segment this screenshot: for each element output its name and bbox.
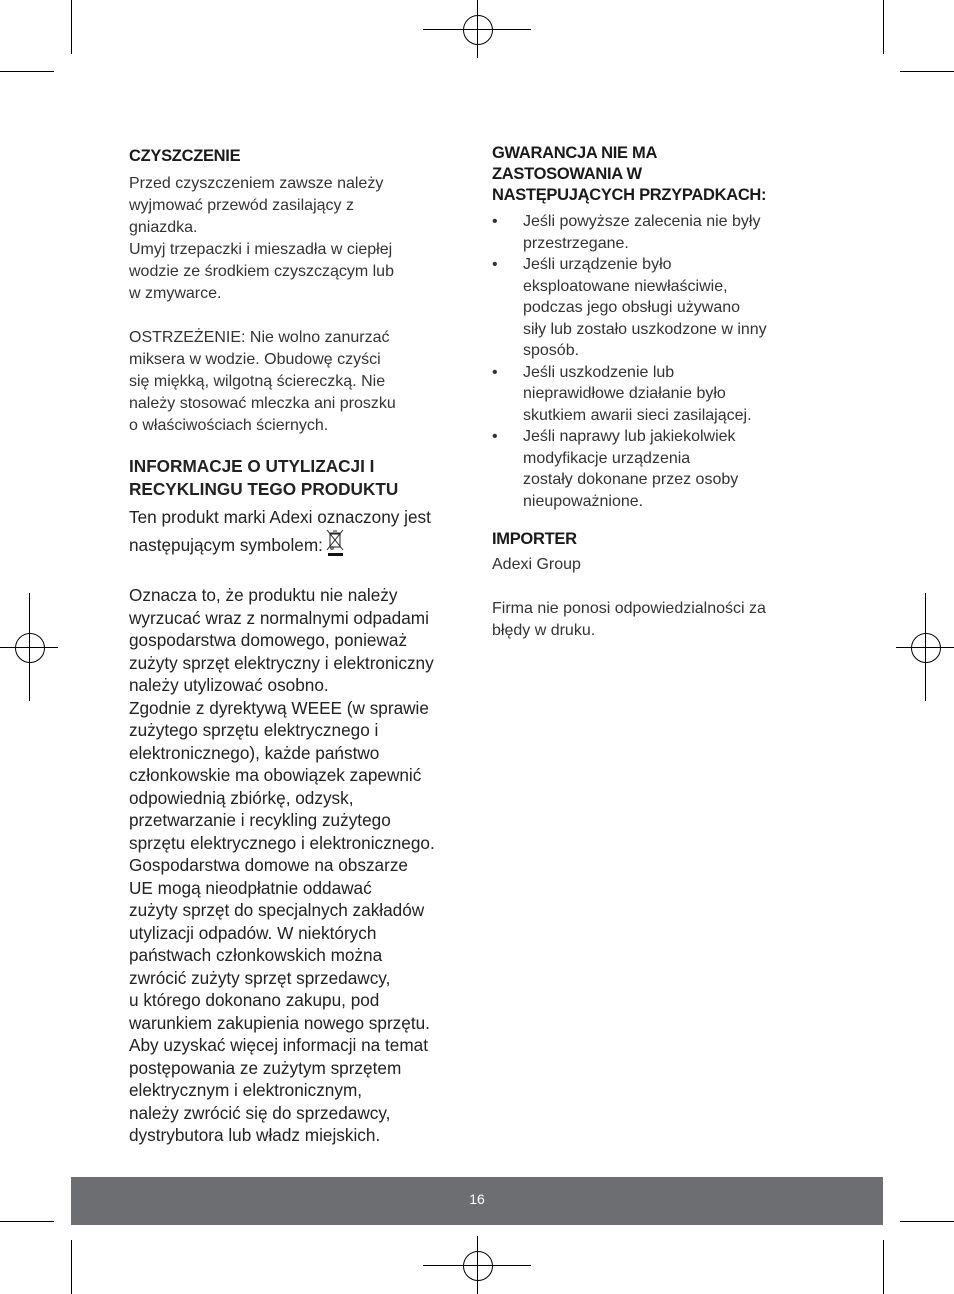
recycling-text: Oznacza to, że produktu nie należy wyrzucać wraz z normalnymi odpadami gospodarstwa domowego, ponieważ zużyty sprzęt elektryczny i elektroniczny należy utylizować osobno. Zgodnie z dyrektywą WEEE (w sprawie zużytego sprzętu elektrycznego i elektronicznego), każde państwo członkowskie ma obowiązek zapewnić odpowiednią zbiórkę, odzysk, przetwarzanie i recykling zużytego sprzętu elektrycznego i elektronicznego. Gospodarstwa domowe na obszarze UE mogą nieodpłatnie oddawać zużyty sprzęt do specjalnych zakładów utylizacji odpadów. W niektórych państwach członkowskich można zwrócić zużyty sprzęt sprzedawcy, u którego dokonano zakupu, pod warunkiem zakupienia nowego sprzętu. Aby uzyskać więcej informacji na temat postępowania ze zużytym sprzętem elektrycznym i elektronicznym, należy zwrócić się do sprzedawcy, dystrybutora lub władz miejskich. [129,585,435,1145]
bullet: • [492,428,498,445]
crop-mark [883,0,884,54]
crop-mark [0,71,54,72]
warning-text: : Nie wolno zanurzać miksera w wodzie. Obudowę czyści się miękką, wilgotną ściereczką. Nie należy stosować mleczka ani proszku o właściwościach ściernych. [129,329,396,434]
left-column [129,146,474,1147]
warranty-list [492,211,822,512]
crop-mark [71,0,72,54]
warranty-heading: GWARANCJA NIE MA ZASTOSOWANIA W NASTĘPUJĄCYCH PRZYPADKACH: [492,144,767,204]
footer-bar [71,1177,883,1225]
importer-heading: IMPORTER [492,530,577,548]
crossed-out-wheelie-bin-icon [326,529,344,563]
importer-name: Adexi Group [492,556,581,573]
list-item: • Jeśli uszkodzenie lub nieprawidłowe działanie było skutkiem awarii sieci zasilającej. [492,363,752,424]
bullet: • [492,363,498,381]
warning-paragraph [129,327,474,437]
recycling-intro [129,506,474,562]
list-item: • Jeśli naprawy lub jakiekolwiek modyfikacje urządzenia zostały dokonane przez osoby nieupoważnione. [492,428,739,510]
bullet: • [492,213,498,230]
list-item: • Jeśli powyższe zalecenia nie były przestrzegane. [492,213,761,252]
list-item: • Jeśli urządzenie było eksploatowane niewłaściwie, podczas jego obsługi używano siły lub zostało uszkodzone w inny sposób. [492,256,767,359]
recycling-intro-text: Ten produkt marki Adexi oznaczony jest następującym symbolem: [129,507,431,555]
right-column [492,143,822,642]
cleaning-text: Przed czyszczeniem zawsze należy wyjmować przewód zasilający z gniazdka. Umyj trzepaczki i mieszadła w ciepłej wodzie ze środkiem czyszczącym lub w zmywarce. [129,175,394,302]
crop-mark [900,71,954,72]
crop-mark [900,1221,954,1222]
page-number: 16 [469,1191,485,1207]
recycling-heading: INFORMACJE O UTYLIZACJI I RECYKLINGU TEGO PRODUKTU [129,456,399,499]
crop-mark [71,1240,72,1294]
crop-mark [0,1221,54,1222]
bullet: • [492,256,498,273]
warning-label: OSTRZEŻENIE [129,329,242,346]
crop-mark [883,1240,884,1294]
print-disclaimer: Firma nie ponosi odpowiedzialności za błędy w druku. [492,600,766,639]
cleaning-heading: CZYSZCZENIE [129,147,241,165]
